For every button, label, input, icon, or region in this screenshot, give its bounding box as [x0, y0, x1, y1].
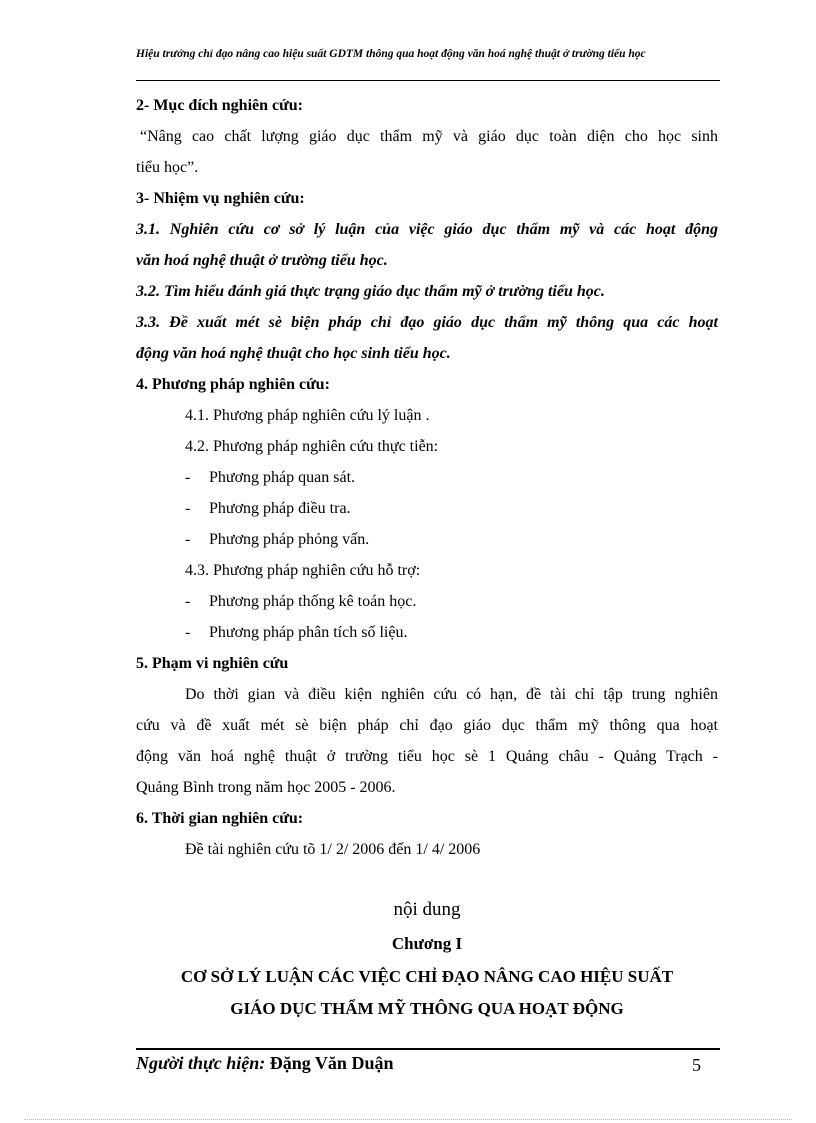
list-item	[136, 617, 718, 648]
method-subheading: 4.1. Phương pháp nghiên cứu lý luận .	[185, 407, 430, 424]
bullet-dash: -	[185, 593, 191, 610]
list-item	[136, 462, 718, 493]
page-number: 5	[692, 1055, 701, 1075]
bullet-dash: -	[185, 500, 191, 517]
task-item-continued: văn hoá nghệ thuật ở trường tiểu học.	[136, 252, 388, 269]
paragraph-line: Do thời gian và điều kiện nghiên cứu có hạn, đề tài chỉ tập trung nghiên	[185, 686, 718, 703]
page-edge-divider	[24, 1119, 792, 1120]
method-subheading: 4.2. Phương pháp nghiên cứu thực tiễn:	[185, 438, 439, 455]
task-item: 3.1. Nghiên cứu cơ sở lý luận của việc giáo dục thẩm mỹ và các hoạt động	[136, 221, 718, 238]
paragraph-line: Đề tài nghiên cứu tõ 1/ 2/ 2006 đến 1/ 4/ 2006	[185, 841, 481, 858]
running-header: Hiệu trưởng chỉ đạo nâng cao hiệu suất GDTM thông qua hoạt động văn hoá nghệ thuật ở trường tiểu học	[136, 48, 646, 60]
list-item-text: Phương pháp phỏng vấn.	[209, 531, 370, 548]
author-name: Đặng Văn Duận	[269, 1053, 394, 1073]
heading-research-methods: 4. Phương pháp nghiên cứu:	[136, 376, 330, 393]
paragraph-line: tiểu học”.	[136, 159, 199, 176]
list-item	[136, 524, 718, 555]
paragraph-line: Quảng Bình trong năm học 2005 - 2006.	[136, 779, 396, 796]
list-item-text: Phương pháp thống kê toán học.	[209, 593, 417, 610]
list-item-text: Phương pháp quan sát.	[209, 469, 356, 486]
paragraph-line: động văn hoá nghệ thuật ở trường tiểu học sè 1 Quảng châu - Quảng Trạch -	[136, 748, 718, 765]
task-item: 3.3. Đề xuất mét sè biện pháp chỉ đạo giáo dục thẩm mỹ thông qua các hoạt	[136, 314, 718, 331]
list-item-text: Phương pháp điều tra.	[209, 500, 351, 517]
paragraph-line: “Nâng cao chất lượng giáo dục thẩm mỹ và giáo dục toàn diện cho học sinh	[140, 128, 718, 145]
list-item	[136, 493, 718, 524]
chapter-title-line: CƠ SỞ LÝ LUẬN CÁC VIỆC CHỈ ĐẠO NÂNG CAO HIỆU SUẤT	[180, 967, 674, 986]
task-item: 3.2. Tìm hiểu đánh giá thực trạng giáo dục thẩm mỹ ở trường tiểu học.	[136, 283, 605, 300]
heading-research-scope: 5. Phạm vi nghiên cứu	[136, 655, 289, 672]
method-subheading: 4.3. Phương pháp nghiên cứu hỗ trợ:	[185, 562, 421, 579]
bullet-dash: -	[185, 624, 191, 641]
list-item-text: Phương pháp phân tích số liệu.	[209, 624, 408, 641]
chapter-title-line: GIÁO DỤC THẨM MỸ THÔNG QUA HOẠT ĐỘNG	[230, 999, 624, 1018]
section-title: nội dung	[393, 899, 461, 920]
page-body	[136, 90, 718, 865]
list-item	[136, 586, 718, 617]
bullet-dash: -	[185, 469, 191, 486]
header-rule	[136, 80, 720, 81]
bullet-dash: -	[185, 531, 191, 548]
chapter-label: Chương I	[391, 934, 463, 953]
heading-research-time: 6. Thời gian nghiên cứu:	[136, 810, 304, 827]
heading-research-purpose: 2- Mục đích nghiên cứu:	[136, 97, 303, 114]
heading-research-tasks: 3- Nhiệm vụ nghiên cứu:	[136, 190, 305, 207]
footer-rule	[136, 1048, 720, 1050]
author-label: Người thực hiện	[136, 1053, 260, 1073]
paragraph-line: cứu và đề xuất mét sè biện pháp chỉ đạo giáo dục thẩm mỹ thông qua hoạt	[136, 717, 718, 734]
task-item-continued: động văn hoá nghệ thuật cho học sinh tiểu học.	[136, 345, 451, 362]
footer-author: Người thực hiện: Đặng Văn Duận	[136, 1053, 394, 1073]
